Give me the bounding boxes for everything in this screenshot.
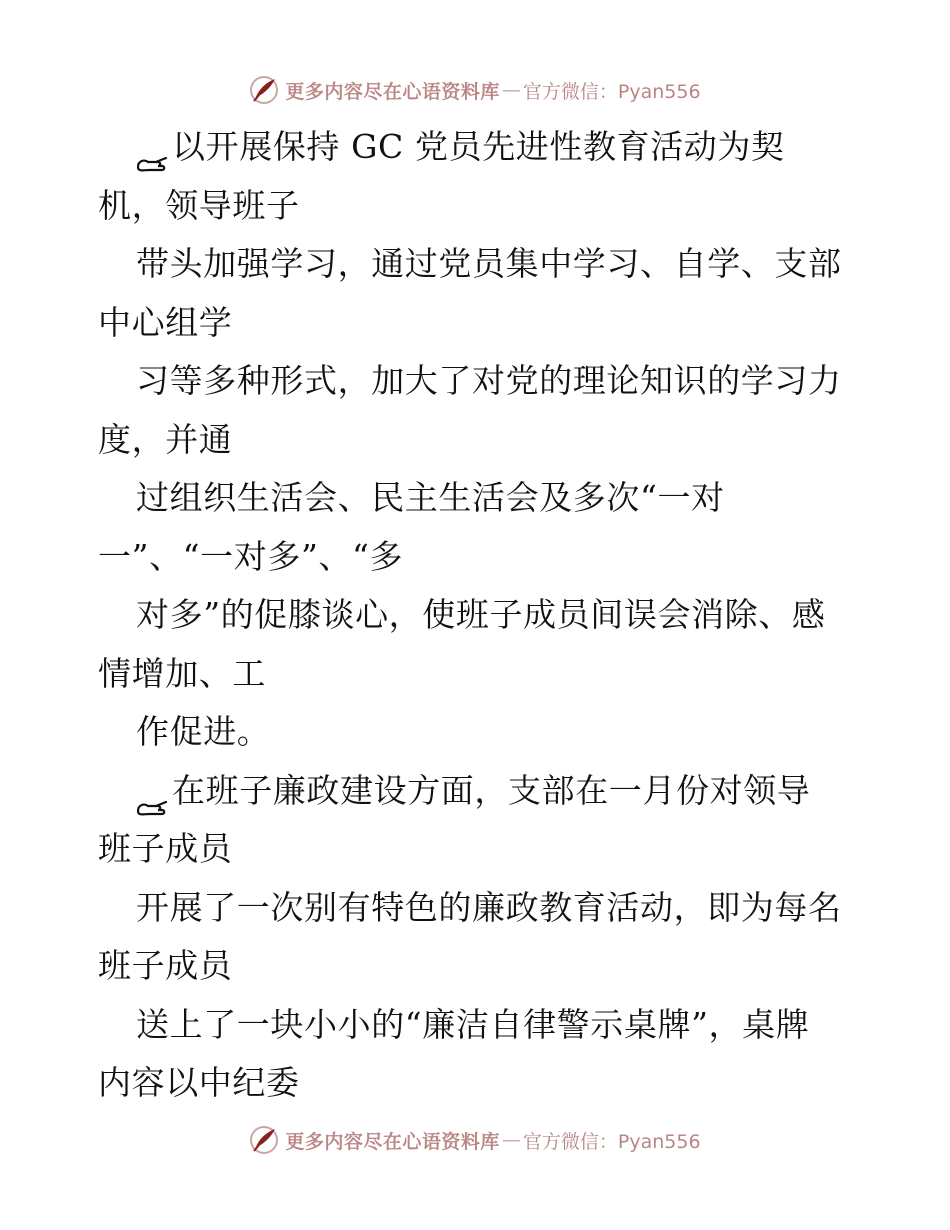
text-line-content: 情增加、工 — [98, 653, 266, 693]
header-dash: — — [501, 79, 521, 101]
document-body — [98, 118, 868, 1113]
footer-dash: — — [501, 1129, 521, 1151]
pointing-hand-icon — [136, 779, 170, 801]
text-line-content: 对多”的促膝谈心，使班子成员间误会消除、感 — [136, 595, 826, 634]
text-line-content: 内容以中纪委 — [98, 1063, 300, 1102]
text-line-content: 过组织生活会、民主生活会及多次“一对 — [136, 478, 725, 517]
text-line — [98, 469, 868, 528]
header-watermark — [0, 70, 950, 110]
header-contact-text: 官方微信：Pyan556 — [522, 80, 701, 103]
text-line — [98, 528, 868, 587]
text-line — [98, 703, 868, 762]
text-line — [98, 352, 868, 411]
text-line-content: 机，领导班子 — [98, 185, 300, 225]
text-line — [98, 411, 868, 470]
text-line — [98, 879, 868, 938]
text-line-content: 开展了一次别有特色的廉政教育活动，即为每名 — [136, 887, 842, 927]
text-line — [98, 235, 868, 294]
text-line — [98, 996, 868, 1055]
footer-site-text: 更多内容尽在心语资料库 — [285, 1130, 500, 1153]
text-line — [98, 937, 868, 996]
text-line — [98, 294, 868, 353]
text-line-content: 以开展保持 GC 党员先进性教育活动为契 — [172, 127, 785, 166]
text-line-content: 习等多种形式，加大了对党的理论知识的学习力 — [136, 361, 842, 400]
header-site-text: 更多内容尽在心语资料库 — [285, 80, 500, 103]
text-line-content: 班子成员 — [98, 829, 233, 868]
footer-contact-text: 官方微信：Pyan556 — [522, 1130, 701, 1153]
text-line — [98, 1054, 868, 1113]
quill-pen-logo-icon — [249, 1125, 279, 1155]
text-line-content: 作促进。 — [136, 712, 271, 751]
quill-pen-logo-icon — [249, 75, 279, 105]
text-line — [98, 820, 868, 879]
text-line — [98, 645, 868, 704]
text-line-content: 带头加强学习，通过党员集中学习、自学、支部 — [136, 244, 842, 283]
text-line-content: 班子成员 — [98, 946, 233, 985]
footer-watermark — [0, 1120, 950, 1160]
text-line-content: 在班子廉政建设方面，支部在一月份对领导 — [172, 770, 811, 810]
pointing-hand-icon — [136, 135, 170, 157]
text-line — [98, 118, 868, 177]
text-line — [98, 177, 868, 236]
text-line-content: 中心组学 — [98, 302, 233, 342]
text-line — [98, 762, 868, 821]
text-line-content: 一”、“一对多”、“多 — [98, 536, 404, 576]
text-line-content: 送上了一块小小的“廉洁自律警示桌牌”，桌牌 — [136, 1004, 810, 1044]
text-line — [98, 586, 868, 645]
text-line-content: 度，并通 — [98, 419, 233, 459]
